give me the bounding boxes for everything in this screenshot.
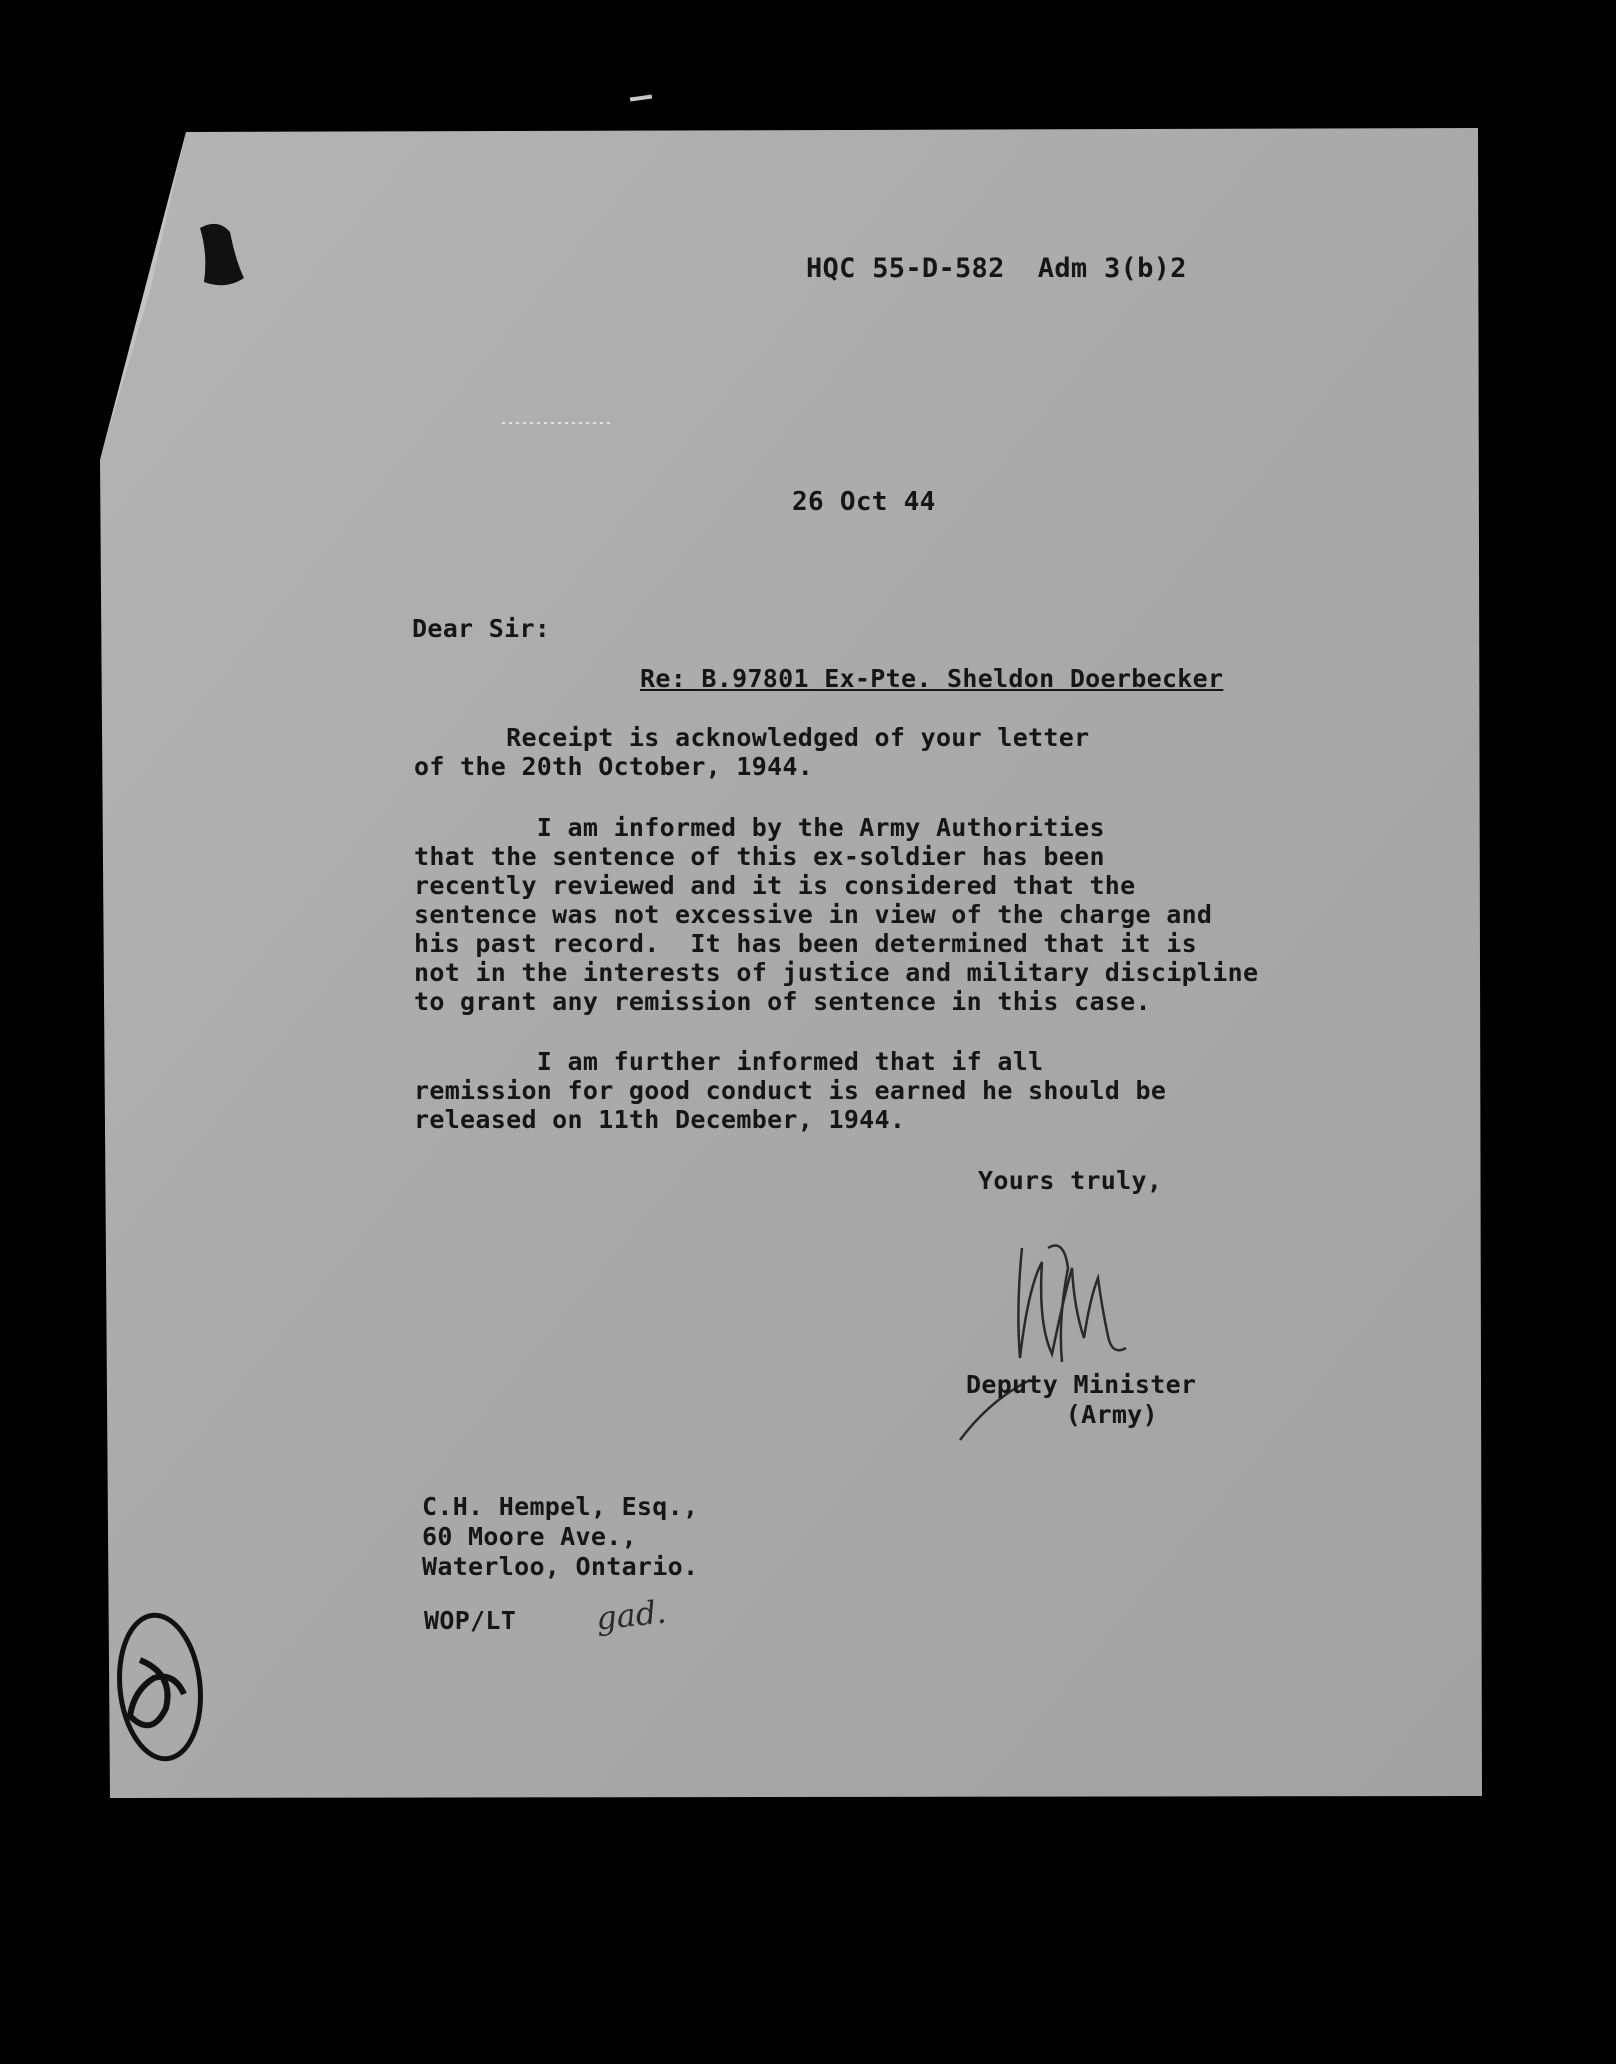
body-paragraph-3: I am further informed that if all remission for good conduct is earned he should be released on 11th December, 1944. [414,1047,1167,1134]
recipient-address: C.H. Hempel, Esq., 60 Moore Ave., Waterloo, Ontario. [422,1492,699,1581]
closing: Yours truly, [978,1166,1163,1195]
file-reference: HQC 55-D-582 Adm 3(b)2 [806,253,1187,284]
typist-initials: WOP/LT [424,1606,517,1635]
body-paragraph-1: Receipt is acknowledged of your letter of the 20th October, 1944. [414,723,1090,781]
subject-line: Re: B.97801 Ex-Pte. Sheldon Doerbecker [640,664,1224,693]
handwritten-initials: gad. [594,1592,669,1638]
body-paragraph-2: I am informed by the Army Authorities that the sentence of this ex-soldier has been recently reviewed and it is considered that the sentence was not excessive in view of the charge and his past record. It has been determined that it is not in the interests of justice and military discipline to grant any remission of sentence in this case. [414,813,1259,1016]
salutation: Dear Sir: [412,614,551,643]
signatory-title: Deputy Minister (Army) [966,1370,1197,1429]
letter-date: 26 Oct 44 [792,487,936,517]
